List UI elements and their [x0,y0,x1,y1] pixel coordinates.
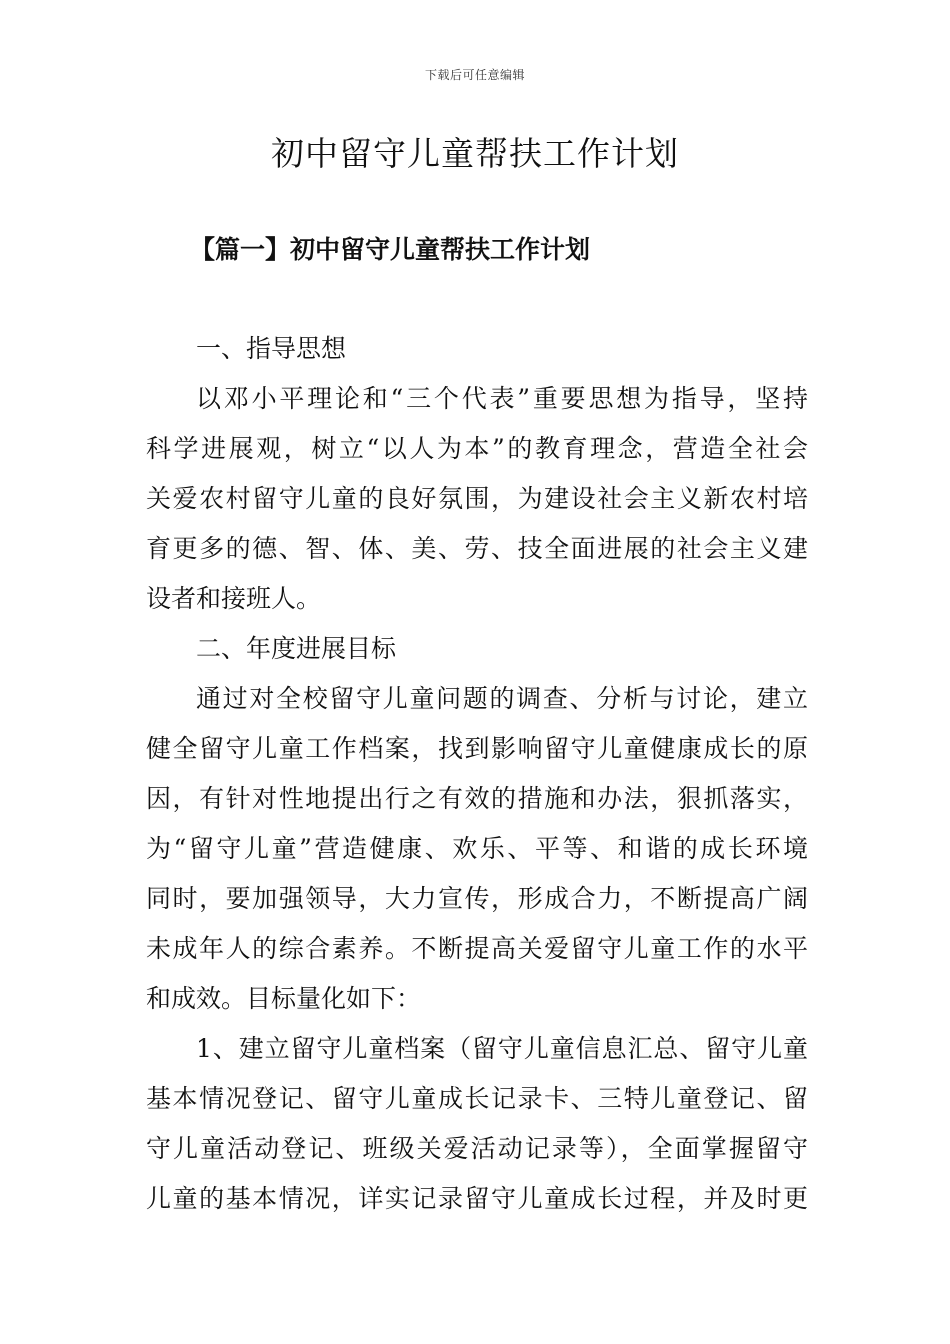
paragraph-line: 和成效。目标量化如下： [146,984,422,1013]
list-item-line: 守儿童活动登记、班级关爱活动记录等），全面掌握留守 [146,1134,808,1163]
heading-annual-goals: 二、年度进展目标 [196,634,397,663]
paragraph-line: 同时，要加强领导，大力宣传，形成合力，不断提高广阔 [146,884,808,913]
section-title: 【篇一】初中留守儿童帮扶工作计划 [190,235,591,264]
document-title: 初中留守儿童帮扶工作计划 [271,134,679,173]
paragraph-line: 未成年人的综合素养。不断提高关爱留守儿童工作的水平 [146,934,808,963]
heading-guiding-ideology: 一、指导思想 [196,334,347,363]
body-text [146,324,808,1224]
paragraph-line: 因，有针对性地提出行之有效的措施和办法，狠抓落实， [146,784,808,813]
list-item-line: 儿童的基本情况，详实记录留守儿童成长过程，并及时更 [146,1184,808,1213]
paragraph-line: 育更多的德、智、体、美、劳、技全面进展的社会主义建 [146,534,808,563]
paragraph-line: 设者和接班人。 [146,584,322,613]
list-item-line: 1、建立留守儿童档案（留守儿童信息汇总、留守儿童 [196,1034,808,1063]
paragraph-line: 以邓小平理论和“三个代表”重要思想为指导，坚持 [196,384,808,413]
list-item-line: 基本情况登记、留守儿童成长记录卡、三特儿童登记、留 [146,1084,808,1113]
header-note: 下载后可任意编辑 [424,68,525,82]
paragraph-line: 科学进展观，树立“以人为本”的教育理念，营造全社会 [146,434,808,463]
paragraph-line: 通过对全校留守儿童问题的调查、分析与讨论，建立 [196,684,808,713]
paragraph-line: 健全留守儿童工作档案，找到影响留守儿童健康成长的原 [146,734,808,763]
paragraph-line: 关爱农村留守儿童的良好氛围，为建设社会主义新农村培 [146,484,808,513]
paragraph-line: 为“留守儿童”营造健康、欢乐、平等、和谐的成长环境 [146,834,808,863]
